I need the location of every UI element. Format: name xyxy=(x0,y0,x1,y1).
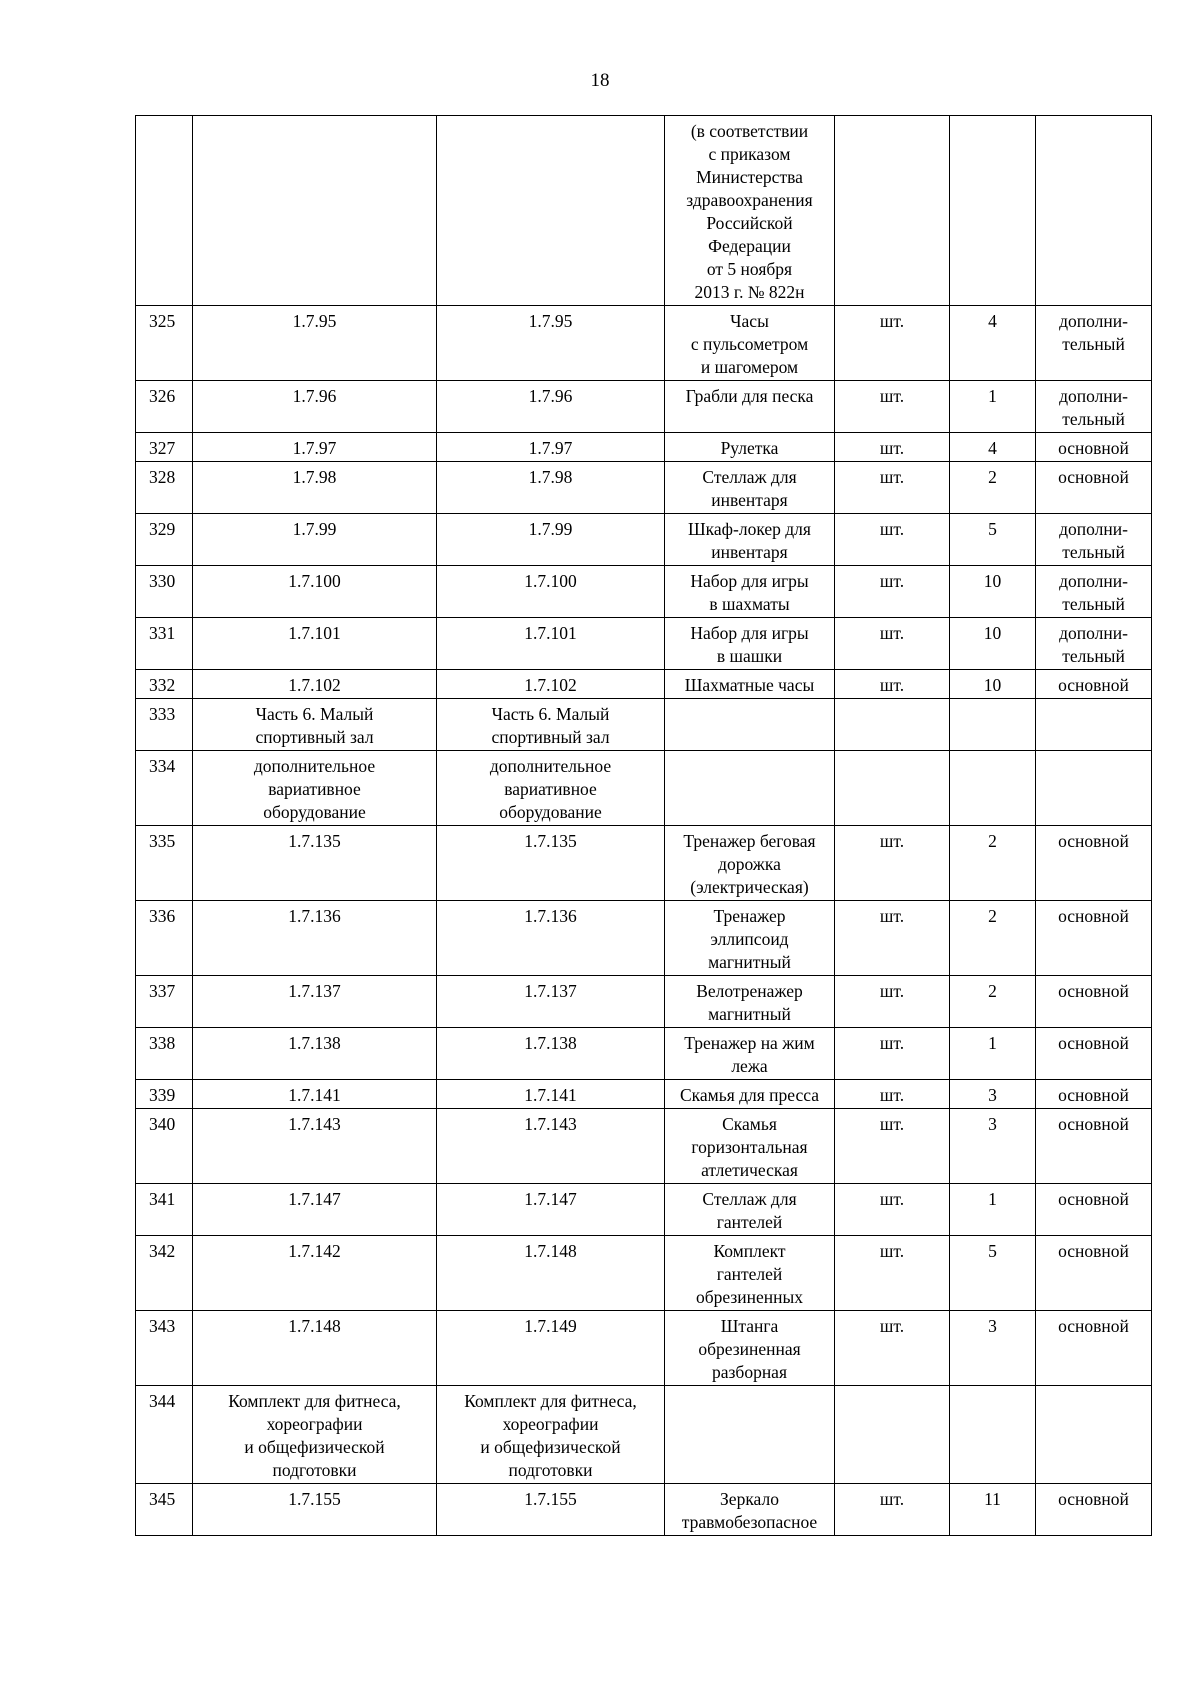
item-name-cell: Штанга обрезиненная разборная xyxy=(665,1311,835,1386)
code-cell: 1.7.97 xyxy=(437,433,665,462)
code-cell: 1.7.147 xyxy=(193,1184,437,1236)
equipment-type-cell: основной xyxy=(1036,1236,1152,1311)
code-cell: 1.7.95 xyxy=(437,306,665,381)
unit-cell: шт. xyxy=(835,1109,950,1184)
table-row xyxy=(136,699,1152,751)
equipment-type-cell: основной xyxy=(1036,1484,1152,1536)
table-row xyxy=(136,566,1152,618)
row-number-cell: 335 xyxy=(136,826,193,901)
unit-cell: шт. xyxy=(835,1184,950,1236)
table-row xyxy=(136,306,1152,381)
code-cell: 1.7.138 xyxy=(437,1028,665,1080)
row-number-cell: 345 xyxy=(136,1484,193,1536)
item-name-cell: Часы с пульсометром и шагомером xyxy=(665,306,835,381)
item-name-cell: Комплект гантелей обрезиненных xyxy=(665,1236,835,1311)
table-row xyxy=(136,1386,1152,1484)
quantity-cell: 2 xyxy=(950,462,1036,514)
row-number-cell: 342 xyxy=(136,1236,193,1311)
unit-cell: шт. xyxy=(835,1311,950,1386)
unit-cell: шт. xyxy=(835,1028,950,1080)
code-cell: Часть 6. Малый спортивный зал xyxy=(193,699,437,751)
item-name-cell: Набор для игры в шахматы xyxy=(665,566,835,618)
table-row xyxy=(136,116,1152,306)
item-name-cell: Стеллаж для инвентаря xyxy=(665,462,835,514)
equipment-type-cell: основной xyxy=(1036,1184,1152,1236)
equipment-type-cell xyxy=(1036,116,1152,306)
code-cell: 1.7.149 xyxy=(437,1311,665,1386)
item-name-cell: Зеркало травмобезопасное xyxy=(665,1484,835,1536)
code-cell: 1.7.135 xyxy=(437,826,665,901)
equipment-type-cell: основной xyxy=(1036,1028,1152,1080)
unit-cell xyxy=(835,116,950,306)
code-cell: Комплект для фитнеса, хореографии и общефизической подготовки xyxy=(193,1386,437,1484)
item-name-cell: Скамья горизонтальная атлетическая xyxy=(665,1109,835,1184)
code-cell: 1.7.137 xyxy=(437,976,665,1028)
equipment-table-body xyxy=(136,116,1152,1536)
code-cell: 1.7.136 xyxy=(193,901,437,976)
equipment-type-cell: основной xyxy=(1036,670,1152,699)
code-cell: 1.7.143 xyxy=(437,1109,665,1184)
item-name-cell: (в соответствии с приказом Министерства здравоохранения Российской Федерации от 5 ноября 2013 г. № 822н xyxy=(665,116,835,306)
item-name-cell: Скамья для пресса xyxy=(665,1080,835,1109)
table-row xyxy=(136,462,1152,514)
unit-cell: шт. xyxy=(835,462,950,514)
table-row xyxy=(136,1311,1152,1386)
page-number: 18 xyxy=(590,70,610,91)
quantity-cell xyxy=(950,699,1036,751)
code-cell: 1.7.100 xyxy=(437,566,665,618)
equipment-type-cell xyxy=(1036,1386,1152,1484)
equipment-type-cell: дополни- тельный xyxy=(1036,306,1152,381)
table-row xyxy=(136,1484,1152,1536)
code-cell: 1.7.95 xyxy=(193,306,437,381)
unit-cell: шт. xyxy=(835,901,950,976)
quantity-cell: 5 xyxy=(950,514,1036,566)
row-number-cell: 333 xyxy=(136,699,193,751)
table-row xyxy=(136,826,1152,901)
row-number-cell: 334 xyxy=(136,751,193,826)
row-number-cell: 331 xyxy=(136,618,193,670)
unit-cell: шт. xyxy=(835,670,950,699)
table-row xyxy=(136,618,1152,670)
item-name-cell xyxy=(665,1386,835,1484)
code-cell: 1.7.101 xyxy=(437,618,665,670)
quantity-cell: 1 xyxy=(950,381,1036,433)
equipment-type-cell: дополни- тельный xyxy=(1036,618,1152,670)
row-number-cell: 326 xyxy=(136,381,193,433)
unit-cell: шт. xyxy=(835,433,950,462)
equipment-type-cell: дополни- тельный xyxy=(1036,381,1152,433)
unit-cell: шт. xyxy=(835,1484,950,1536)
row-number-cell: 339 xyxy=(136,1080,193,1109)
code-cell: Комплект для фитнеса, хореографии и общефизической подготовки xyxy=(437,1386,665,1484)
table-row xyxy=(136,1028,1152,1080)
row-number-cell: 338 xyxy=(136,1028,193,1080)
item-name-cell: Тренажер беговая дорожка (электрическая) xyxy=(665,826,835,901)
row-number-cell: 341 xyxy=(136,1184,193,1236)
equipment-type-cell xyxy=(1036,751,1152,826)
code-cell: 1.7.142 xyxy=(193,1236,437,1311)
quantity-cell: 1 xyxy=(950,1184,1036,1236)
row-number-cell: 343 xyxy=(136,1311,193,1386)
code-cell: 1.7.98 xyxy=(193,462,437,514)
row-number-cell: 340 xyxy=(136,1109,193,1184)
unit-cell: шт. xyxy=(835,381,950,433)
quantity-cell: 11 xyxy=(950,1484,1036,1536)
quantity-cell: 2 xyxy=(950,976,1036,1028)
code-cell: 1.7.97 xyxy=(193,433,437,462)
code-cell: 1.7.148 xyxy=(437,1236,665,1311)
row-number-cell: 330 xyxy=(136,566,193,618)
equipment-type-cell: основной xyxy=(1036,1311,1152,1386)
table-row xyxy=(136,1109,1152,1184)
table-row xyxy=(136,901,1152,976)
row-number-cell: 328 xyxy=(136,462,193,514)
code-cell: 1.7.138 xyxy=(193,1028,437,1080)
item-name-cell: Стеллаж для гантелей xyxy=(665,1184,835,1236)
equipment-type-cell: основной xyxy=(1036,1109,1152,1184)
table-row xyxy=(136,1236,1152,1311)
row-number-cell: 325 xyxy=(136,306,193,381)
item-name-cell: Велотренажер магнитный xyxy=(665,976,835,1028)
code-cell xyxy=(193,116,437,306)
code-cell: 1.7.98 xyxy=(437,462,665,514)
equipment-type-cell: дополни- тельный xyxy=(1036,514,1152,566)
table-row xyxy=(136,381,1152,433)
code-cell xyxy=(437,116,665,306)
table-row xyxy=(136,670,1152,699)
code-cell: 1.7.136 xyxy=(437,901,665,976)
code-cell: 1.7.141 xyxy=(193,1080,437,1109)
code-cell: 1.7.147 xyxy=(437,1184,665,1236)
quantity-cell: 5 xyxy=(950,1236,1036,1311)
quantity-cell xyxy=(950,116,1036,306)
quantity-cell: 10 xyxy=(950,566,1036,618)
unit-cell xyxy=(835,1386,950,1484)
equipment-type-cell: основной xyxy=(1036,901,1152,976)
item-name-cell xyxy=(665,751,835,826)
code-cell: 1.7.96 xyxy=(437,381,665,433)
item-name-cell: Шкаф-локер для инвентаря xyxy=(665,514,835,566)
row-number-cell: 336 xyxy=(136,901,193,976)
quantity-cell: 1 xyxy=(950,1028,1036,1080)
item-name-cell: Тренажер на жим лежа xyxy=(665,1028,835,1080)
unit-cell: шт. xyxy=(835,826,950,901)
item-name-cell: Рулетка xyxy=(665,433,835,462)
code-cell: 1.7.135 xyxy=(193,826,437,901)
item-name-cell xyxy=(665,699,835,751)
row-number-cell xyxy=(136,116,193,306)
code-cell: 1.7.99 xyxy=(193,514,437,566)
unit-cell: шт. xyxy=(835,566,950,618)
code-cell: 1.7.143 xyxy=(193,1109,437,1184)
equipment-type-cell: дополни- тельный xyxy=(1036,566,1152,618)
quantity-cell: 4 xyxy=(950,433,1036,462)
quantity-cell: 3 xyxy=(950,1080,1036,1109)
equipment-type-cell: основной xyxy=(1036,826,1152,901)
table-row xyxy=(136,1184,1152,1236)
table-row xyxy=(136,433,1152,462)
code-cell: 1.7.155 xyxy=(193,1484,437,1536)
code-cell: дополнительное вариативное оборудование xyxy=(193,751,437,826)
quantity-cell: 3 xyxy=(950,1311,1036,1386)
unit-cell xyxy=(835,699,950,751)
table-row xyxy=(136,976,1152,1028)
item-name-cell: Шахматные часы xyxy=(665,670,835,699)
unit-cell: шт. xyxy=(835,618,950,670)
row-number-cell: 337 xyxy=(136,976,193,1028)
unit-cell xyxy=(835,751,950,826)
quantity-cell: 10 xyxy=(950,670,1036,699)
unit-cell: шт. xyxy=(835,306,950,381)
row-number-cell: 344 xyxy=(136,1386,193,1484)
code-cell: 1.7.96 xyxy=(193,381,437,433)
code-cell: 1.7.148 xyxy=(193,1311,437,1386)
row-number-cell: 327 xyxy=(136,433,193,462)
code-cell: 1.7.101 xyxy=(193,618,437,670)
code-cell: 1.7.100 xyxy=(193,566,437,618)
code-cell: Часть 6. Малый спортивный зал xyxy=(437,699,665,751)
unit-cell: шт. xyxy=(835,1236,950,1311)
quantity-cell xyxy=(950,751,1036,826)
row-number-cell: 329 xyxy=(136,514,193,566)
table-row xyxy=(136,1080,1152,1109)
code-cell: 1.7.141 xyxy=(437,1080,665,1109)
code-cell: 1.7.137 xyxy=(193,976,437,1028)
code-cell: 1.7.102 xyxy=(193,670,437,699)
code-cell: дополнительное вариативное оборудование xyxy=(437,751,665,826)
quantity-cell: 3 xyxy=(950,1109,1036,1184)
equipment-type-cell: основной xyxy=(1036,976,1152,1028)
item-name-cell: Набор для игры в шашки xyxy=(665,618,835,670)
table-row xyxy=(136,751,1152,826)
unit-cell: шт. xyxy=(835,976,950,1028)
code-cell: 1.7.99 xyxy=(437,514,665,566)
quantity-cell: 2 xyxy=(950,826,1036,901)
equipment-type-cell: основной xyxy=(1036,1080,1152,1109)
code-cell: 1.7.155 xyxy=(437,1484,665,1536)
equipment-type-cell: основной xyxy=(1036,462,1152,514)
quantity-cell xyxy=(950,1386,1036,1484)
code-cell: 1.7.102 xyxy=(437,670,665,699)
unit-cell: шт. xyxy=(835,1080,950,1109)
item-name-cell: Тренажер эллипсоид магнитный xyxy=(665,901,835,976)
quantity-cell: 2 xyxy=(950,901,1036,976)
equipment-type-cell xyxy=(1036,699,1152,751)
item-name-cell: Грабли для песка xyxy=(665,381,835,433)
row-number-cell: 332 xyxy=(136,670,193,699)
unit-cell: шт. xyxy=(835,514,950,566)
quantity-cell: 4 xyxy=(950,306,1036,381)
table-row xyxy=(136,514,1152,566)
equipment-type-cell: основной xyxy=(1036,433,1152,462)
quantity-cell: 10 xyxy=(950,618,1036,670)
equipment-table xyxy=(135,115,1152,1536)
